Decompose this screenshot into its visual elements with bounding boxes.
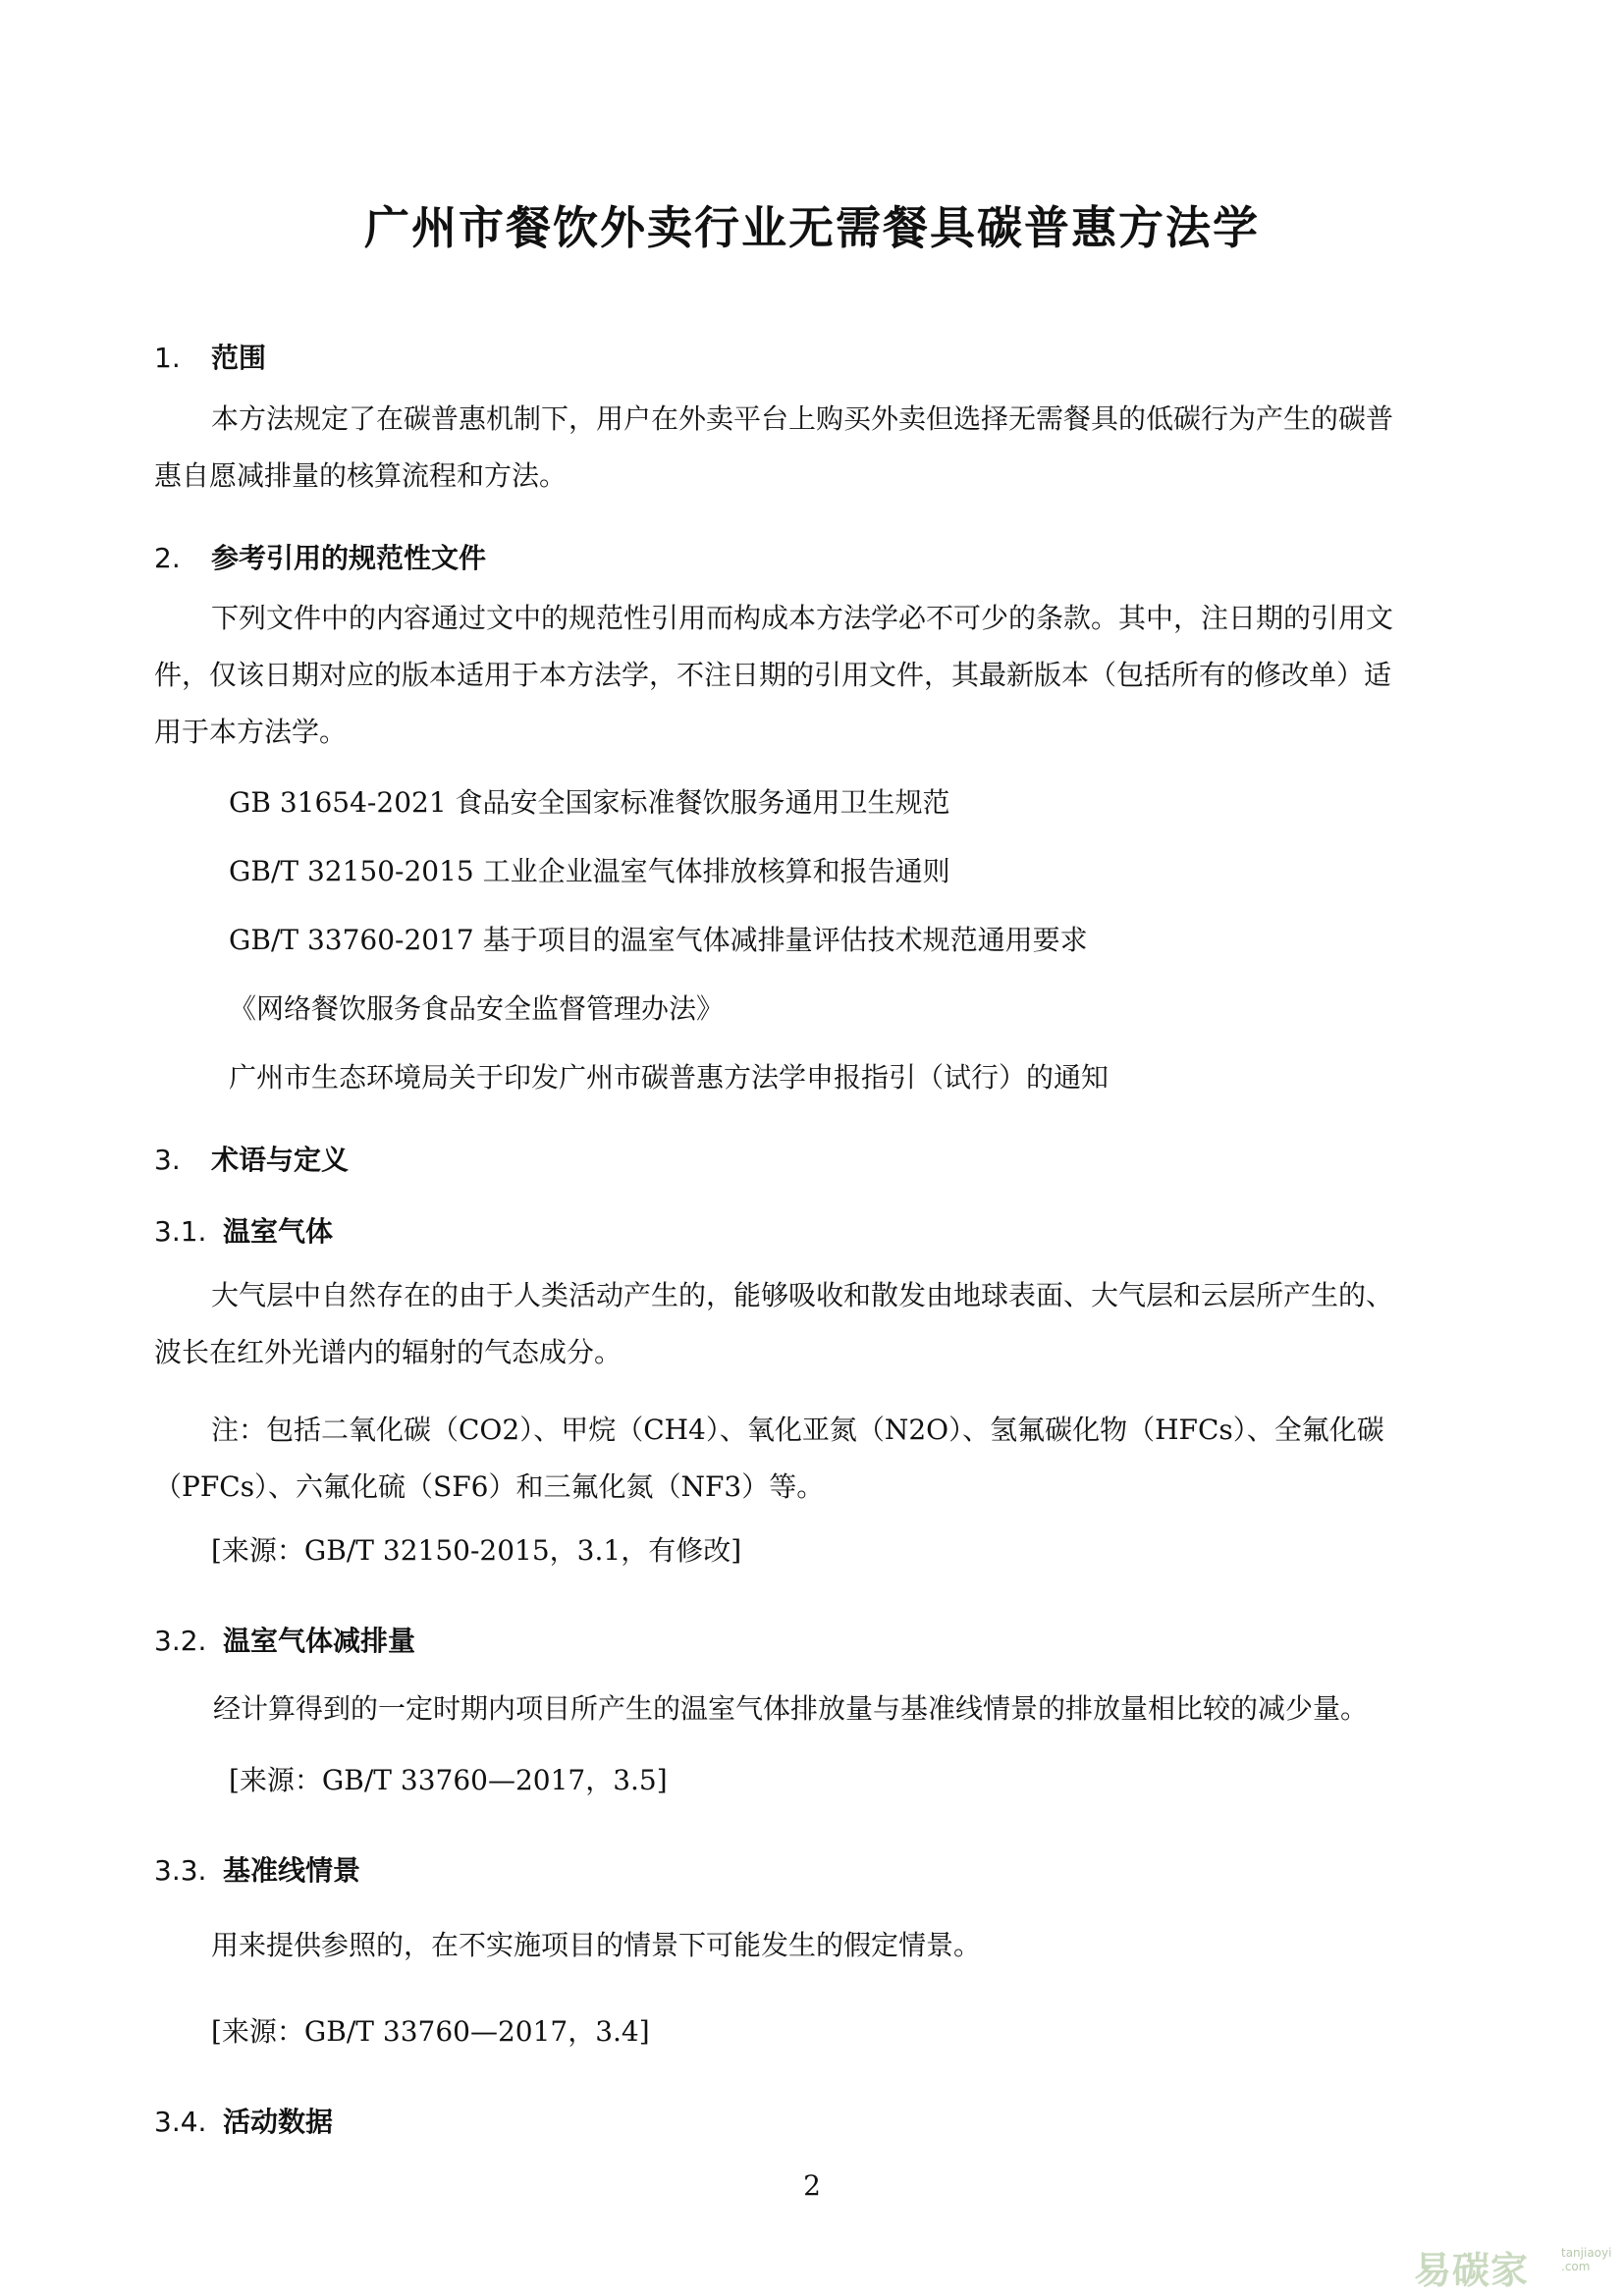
section-title: 温室气体 — [223, 1215, 334, 1248]
section-number: 2. — [154, 542, 181, 574]
section-2-paragraph-line-3: 用于本方法学。 — [154, 716, 348, 748]
watermark-domain-line-2: .com — [1561, 2260, 1591, 2273]
section-number: 1. — [154, 342, 181, 374]
section-2-paragraph-line-1: 下列文件中的内容通过文中的规范性引用而构成本方法学必不可少的条款。其中，注日期的引用文 — [211, 602, 1394, 634]
section-title: 范围 — [211, 342, 267, 374]
section-title: 温室气体减排量 — [223, 1625, 416, 1657]
section-3-2-paragraph: 经计算得到的一定时期内项目所产生的温室气体排放量与基准线情景的排放量相比较的减少量。 — [213, 1692, 1369, 1725]
reference-item: GB 31654-2021 食品安全国家标准餐饮服务通用卫生规范 — [229, 786, 950, 819]
section-3-1-note-line-1: 注：包括二氧化碳（CO2）、甲烷（CH4）、氧化亚氮（N2O）、氢氟碳化物（HFCs）、全氟化碳 — [211, 1414, 1384, 1446]
section-3-1-source: [来源：GB/T 32150-2015，3.1，有修改] — [211, 1534, 742, 1567]
page-number: 2 — [803, 2169, 821, 2202]
reference-item: GB/T 33760-2017 基于项目的温室气体减排量评估技术规范通用要求 — [229, 924, 1088, 956]
watermark-brand-text: 易碳家 — [1414, 2249, 1530, 2292]
section-3-1-heading — [154, 1210, 333, 1250]
section-title: 基准线情景 — [223, 1854, 361, 1887]
section-3-3-source: [来源：GB/T 33760—2017，3.4] — [211, 2015, 650, 2048]
reference-item: GB/T 32150-2015 工业企业温室气体排放核算和报告通则 — [229, 855, 950, 887]
section-1-heading — [154, 337, 266, 376]
section-title: 参考引用的规范性文件 — [211, 542, 487, 574]
reference-item: 《网络餐饮服务食品安全监督管理办法》 — [229, 992, 725, 1025]
section-number: 3.3. — [154, 1854, 207, 1887]
section-2-paragraph-line-2: 件，仅该日期对应的版本适用于本方法学，不注日期的引用文件，其最新版本（包括所有的修改单）适 — [154, 659, 1392, 691]
reference-item: 广州市生态环境局关于印发广州市碳普惠方法学申报指引（试行）的通知 — [229, 1061, 1110, 1094]
section-3-1-paragraph-line-1: 大气层中自然存在的由于人类活动产生的，能够吸收和散发由地球表面、大气层和云层所产生的、 — [211, 1279, 1394, 1311]
section-number: 3.2. — [154, 1625, 207, 1657]
section-number: 3.1. — [154, 1215, 207, 1248]
section-number: 3.4. — [154, 2106, 207, 2138]
section-2-heading — [154, 537, 486, 576]
section-3-1-note-line-2: （PFCs）、六氟化硫（SF6）和三氟化氮（NF3）等。 — [154, 1470, 825, 1503]
section-3-heading — [154, 1139, 349, 1178]
watermark-domain-line-1: tanjiaoyi — [1561, 2246, 1612, 2260]
watermark-logo — [1414, 2240, 1615, 2292]
section-3-3-heading — [154, 1849, 360, 1889]
section-3-1-paragraph-line-2: 波长在红外光谱内的辐射的气态成分。 — [154, 1336, 623, 1368]
section-3-3-paragraph: 用来提供参照的，在不实施项目的情景下可能发生的假定情景。 — [211, 1929, 982, 1961]
section-1-paragraph-line-2: 惠自愿减排量的核算流程和方法。 — [154, 459, 568, 492]
section-number: 3. — [154, 1144, 181, 1176]
section-3-2-heading — [154, 1620, 415, 1659]
section-title: 活动数据 — [223, 2106, 334, 2138]
section-title: 术语与定义 — [211, 1144, 350, 1176]
document-title: 广州市餐饮外卖行业无需餐具碳普惠方法学 — [364, 201, 1260, 254]
watermark-domain — [1561, 2246, 1611, 2273]
section-1-paragraph-line-1: 本方法规定了在碳普惠机制下，用户在外卖平台上购买外卖但选择无需餐具的低碳行为产生的碳普 — [211, 402, 1394, 435]
section-3-4-heading — [154, 2101, 333, 2140]
section-3-2-source: [来源：GB/T 33760—2017，3.5] — [229, 1764, 668, 1796]
